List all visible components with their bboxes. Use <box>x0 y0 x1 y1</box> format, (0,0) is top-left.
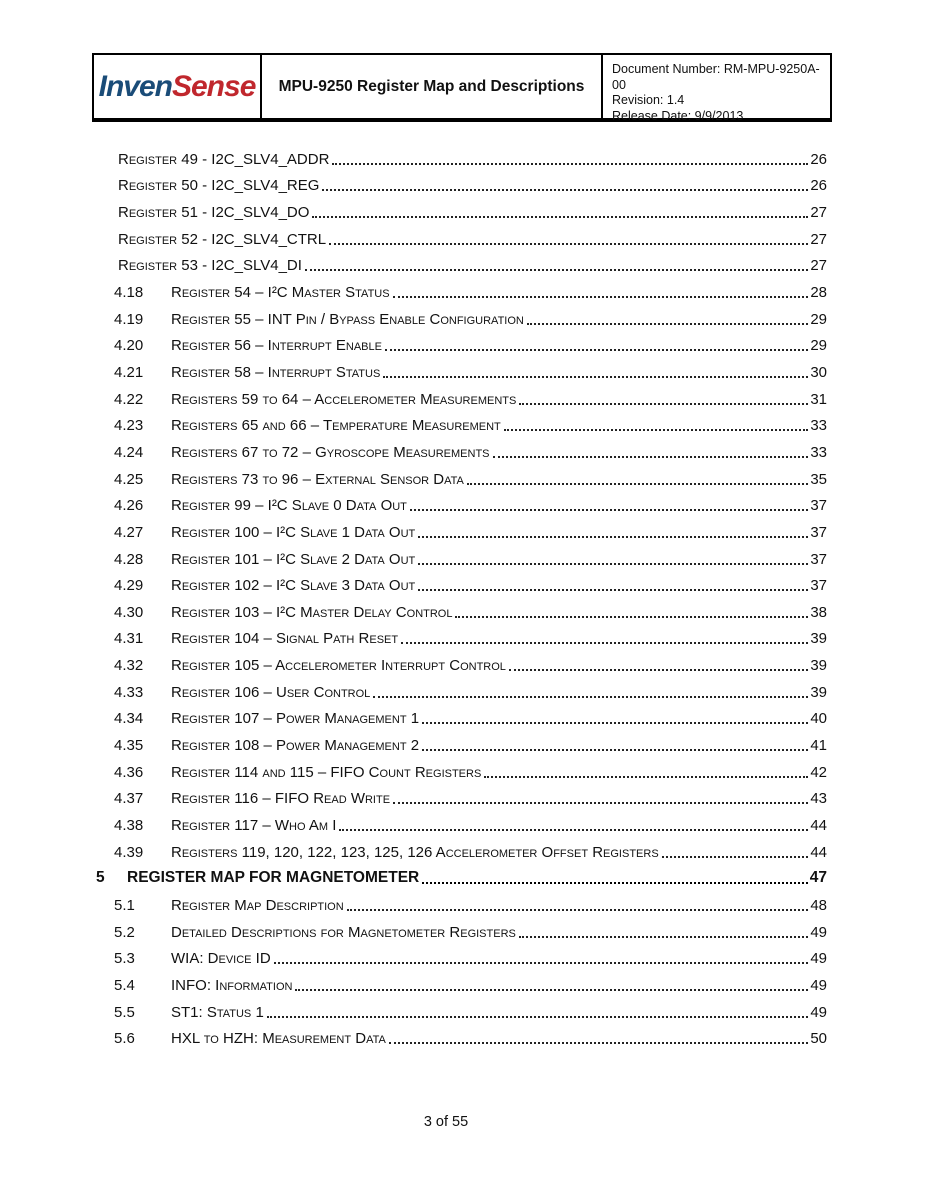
dot-leader <box>410 509 808 511</box>
toc-entry[interactable] <box>96 437 827 464</box>
toc-entry-number: 5.1 <box>114 897 135 915</box>
toc-entry[interactable] <box>96 837 827 864</box>
toc-entry[interactable] <box>96 464 827 491</box>
dot-leader <box>329 243 808 245</box>
toc-entry-page: 42 <box>810 763 827 781</box>
dot-leader <box>422 749 808 751</box>
toc-entry[interactable] <box>96 384 827 411</box>
toc-entry[interactable] <box>96 784 827 811</box>
toc-entry-title: Register 104 – Signal Path Reset <box>171 630 399 648</box>
toc-entry-number: 4.18 <box>114 283 144 301</box>
toc-entry[interactable] <box>96 757 827 784</box>
toc-entry-page: 37 <box>810 550 827 568</box>
dot-leader <box>493 456 809 458</box>
toc-entry-number: 4.35 <box>114 737 144 755</box>
dot-leader <box>509 669 808 671</box>
dot-leader <box>519 936 808 938</box>
toc-entry-number: 4.22 <box>114 390 144 408</box>
toc-entry[interactable] <box>96 171 827 198</box>
toc-entry-page: 49 <box>810 923 827 941</box>
toc-entry-page: 33 <box>810 443 827 461</box>
toc-entry-title: Register 106 – User Control <box>171 683 371 701</box>
dot-leader <box>418 589 808 591</box>
dot-leader <box>422 882 808 884</box>
toc-entry-title: Registers 59 to 64 – Accelerometer Measurements <box>171 390 517 408</box>
toc-entry-page: 27 <box>810 203 827 221</box>
toc-entry-page: 31 <box>810 390 827 408</box>
toc-entry-title: REGISTER MAP FOR MAGNETOMETER <box>127 869 420 887</box>
toc-entry-number: 5.2 <box>114 923 135 941</box>
toc-entry-page: 50 <box>810 1030 827 1048</box>
toc-entry-title: Register 101 – I²C Slave 2 Data Out <box>171 550 416 568</box>
toc-entry-page: 41 <box>810 737 827 755</box>
dot-leader <box>519 403 808 405</box>
document-info-cell <box>603 55 830 123</box>
toc-entry-number: 4.25 <box>114 470 144 488</box>
toc-entry[interactable] <box>96 1024 827 1051</box>
dot-leader <box>504 429 808 431</box>
toc-entry-page: 26 <box>810 150 827 168</box>
dot-leader <box>385 349 808 351</box>
toc-entry-number: 4.23 <box>114 417 144 435</box>
toc-entry-title: Register 117 – Who Am I <box>171 817 337 835</box>
toc-entry[interactable] <box>96 144 827 171</box>
toc-entry-number: 4.30 <box>114 603 144 621</box>
dot-leader <box>389 1042 808 1044</box>
toc-entry-page: 37 <box>810 577 827 595</box>
toc-entry[interactable] <box>96 677 827 704</box>
toc-entry[interactable] <box>96 304 827 331</box>
toc-entry-number: 4.39 <box>114 843 144 861</box>
page-footer <box>92 1114 800 1130</box>
toc-entry-page: 39 <box>810 683 827 701</box>
toc-entry[interactable] <box>96 517 827 544</box>
toc-entry-title: Registers 73 to 96 – External Sensor Data <box>171 470 464 488</box>
toc-entry[interactable] <box>96 997 827 1024</box>
toc-entry-title: Registers 119, 120, 122, 123, 125, 126 Accelerometer Offset Registers <box>171 843 659 861</box>
toc-entry-page: 37 <box>810 497 827 515</box>
toc-entry[interactable] <box>96 544 827 571</box>
title-cell <box>262 55 603 118</box>
toc-entry[interactable] <box>96 917 827 944</box>
toc-entry-title: Register Map Description <box>171 897 344 915</box>
toc-entry-title: Register 100 – I²C Slave 1 Data Out <box>171 523 416 541</box>
toc-entry[interactable] <box>96 251 827 278</box>
toc-entry-page: 39 <box>810 657 827 675</box>
toc-entry[interactable] <box>96 411 827 438</box>
toc-entry-page: 44 <box>810 843 827 861</box>
toc-entry-number: 4.27 <box>114 523 144 541</box>
toc-entry-title: Detailed Descriptions for Magnetometer Registers <box>171 923 516 941</box>
dot-leader <box>312 216 808 218</box>
logo-cell <box>94 55 262 118</box>
toc-entry-title: ST1: Status 1 <box>171 1003 264 1021</box>
toc-entry[interactable] <box>96 704 827 731</box>
toc-entry-number: 4.28 <box>114 550 144 568</box>
document-revision: Revision: 1.4 <box>612 93 685 107</box>
toc-entry[interactable] <box>96 331 827 358</box>
toc-entry-number: 4.31 <box>114 630 144 648</box>
toc-entry[interactable] <box>96 597 827 624</box>
document-release-date: Release Date: 9/9/2013 <box>612 108 744 123</box>
toc-entry-number: 4.26 <box>114 497 144 515</box>
toc-entry-number: 4.34 <box>114 710 144 728</box>
dot-leader <box>295 989 808 991</box>
dot-leader <box>467 483 808 485</box>
toc-entry-page: 35 <box>810 470 827 488</box>
toc-entry-number: 4.36 <box>114 763 144 781</box>
toc-entry-number: 5.4 <box>114 977 135 994</box>
toc-entry-number: 4.29 <box>114 577 144 595</box>
toc-entry[interactable] <box>96 864 827 891</box>
toc-entry-page: 27 <box>810 230 827 248</box>
dot-leader <box>401 642 808 644</box>
toc-entry-title: Register 99 – I²C Slave 0 Data Out <box>171 497 407 515</box>
toc-entry-page: 47 <box>809 869 827 887</box>
toc-entry-page: 29 <box>810 337 827 355</box>
dot-leader <box>418 536 808 538</box>
toc-entry-page: 30 <box>810 363 827 381</box>
toc-entry-page: 48 <box>810 897 827 915</box>
toc-entry-title: Register 53 - I2C_SLV4_DI <box>118 257 302 275</box>
page-number-indicator: 3 of 55 <box>423 1114 469 1130</box>
toc-entry-title: Register 54 – I²C Master Status <box>171 283 390 301</box>
toc-entry-title: HXL to HZH: Measurement Data <box>171 1030 386 1048</box>
toc-entry-title: Register 103 – I²C Master Delay Control <box>171 603 453 621</box>
toc-entry-page: 26 <box>810 177 827 195</box>
toc-entry[interactable] <box>96 810 827 837</box>
dot-leader <box>274 962 808 964</box>
toc-entry-page: 38 <box>810 603 827 621</box>
toc-entry-title: Register 58 – Interrupt Status <box>171 363 381 381</box>
toc-entry-number: 4.37 <box>114 790 144 808</box>
toc-entry-number: 5.6 <box>114 1030 135 1048</box>
dot-leader <box>484 776 808 778</box>
toc-entry-page: 40 <box>810 710 827 728</box>
dot-leader <box>418 563 808 565</box>
toc-entry-page: 44 <box>810 817 827 835</box>
toc-entry[interactable] <box>96 357 827 384</box>
toc-entry-number: 4.24 <box>114 443 144 461</box>
toc-entry-title: Register 108 – Power Management 2 <box>171 737 420 755</box>
dot-leader <box>455 616 808 618</box>
toc-entry-page: 27 <box>810 257 827 275</box>
toc-entry-number: 4.38 <box>114 817 144 835</box>
document-number: Document Number: RM-MPU-9250A-00 <box>612 62 820 92</box>
toc-entry[interactable] <box>96 890 827 917</box>
logo-part-inven: Inven <box>98 69 172 103</box>
logo-part-sense: Sense <box>171 69 256 103</box>
dot-leader <box>267 1016 808 1018</box>
toc-entry-title: Registers 65 and 66 – Temperature Measurement <box>171 417 501 435</box>
toc-entry[interactable] <box>96 970 827 997</box>
dot-leader <box>332 163 808 165</box>
toc-entry[interactable] <box>96 277 827 304</box>
toc-entry-number: 5 <box>96 869 105 887</box>
toc-entry-title: Register 55 – INT Pin / Bypass Enable Configuration <box>171 310 524 328</box>
toc-entry[interactable] <box>96 650 827 677</box>
toc-entry-title: Register 116 – FIFO Read Write <box>171 790 391 808</box>
toc-entry-page: 49 <box>810 977 827 994</box>
toc-entry-number: 4.19 <box>114 310 144 328</box>
toc-entry-page: 28 <box>810 283 827 301</box>
toc-entry[interactable] <box>96 224 827 251</box>
toc-entry-title: INFO: Information <box>171 977 293 994</box>
toc-entry-title: Register 51 - I2C_SLV4_DO <box>118 203 310 221</box>
toc-entry-page: 33 <box>810 417 827 435</box>
toc-entry[interactable] <box>96 491 827 518</box>
toc-entry-number: 5.3 <box>114 950 135 968</box>
document-header <box>92 53 832 122</box>
dot-leader <box>305 269 808 271</box>
toc-entry-title: Register 102 – I²C Slave 3 Data Out <box>171 577 416 595</box>
document-title: MPU-9250 Register Map and Descriptions <box>278 77 585 95</box>
toc-entry-number: 4.20 <box>114 337 144 355</box>
toc-entry-page: 39 <box>810 630 827 648</box>
invensense-logo <box>99 70 256 104</box>
dot-leader <box>339 829 808 831</box>
toc-entry-number: 5.5 <box>114 1003 135 1021</box>
dot-leader <box>662 856 808 858</box>
toc-entry-page: 49 <box>810 1003 827 1021</box>
dot-leader <box>347 909 808 911</box>
dot-leader <box>322 189 808 191</box>
toc-entry-title: Register 56 – Interrupt Enable <box>171 337 382 355</box>
toc-entry-title: Registers 67 to 72 – Gyroscope Measurements <box>171 443 490 461</box>
dot-leader <box>383 376 808 378</box>
toc-entry-number: 4.21 <box>114 363 144 381</box>
toc-entry[interactable] <box>96 944 827 971</box>
toc-entry[interactable] <box>96 730 827 757</box>
toc-entry[interactable] <box>96 624 827 651</box>
toc-entry-page: 29 <box>810 310 827 328</box>
toc-entry-page: 43 <box>810 790 827 808</box>
toc-entry[interactable] <box>96 571 827 598</box>
dot-leader <box>422 722 808 724</box>
toc-entry-title: Register 52 - I2C_SLV4_CTRL <box>118 230 327 248</box>
toc-entry-title: Register 49 - I2C_SLV4_ADDR <box>118 150 330 168</box>
toc-entry-title: WIA: Device ID <box>171 950 271 968</box>
dot-leader <box>527 323 808 325</box>
toc-entry-title: Register 107 – Power Management 1 <box>171 710 420 728</box>
dot-leader <box>393 802 808 804</box>
toc-entry-title: Register 105 – Accelerometer Interrupt Control <box>171 657 506 675</box>
toc-entry-page: 37 <box>810 523 827 541</box>
table-of-contents <box>96 144 827 1050</box>
toc-entry-title: Register 114 and 115 – FIFO Count Registers <box>171 763 482 781</box>
toc-entry-page: 49 <box>810 950 827 968</box>
toc-entry-number: 4.33 <box>114 683 144 701</box>
toc-entry-title: Register 50 - I2C_SLV4_REG <box>118 177 320 195</box>
dot-leader <box>393 296 808 298</box>
toc-entry[interactable] <box>96 197 827 224</box>
toc-entry-number: 4.32 <box>114 657 144 675</box>
dot-leader <box>373 696 808 698</box>
